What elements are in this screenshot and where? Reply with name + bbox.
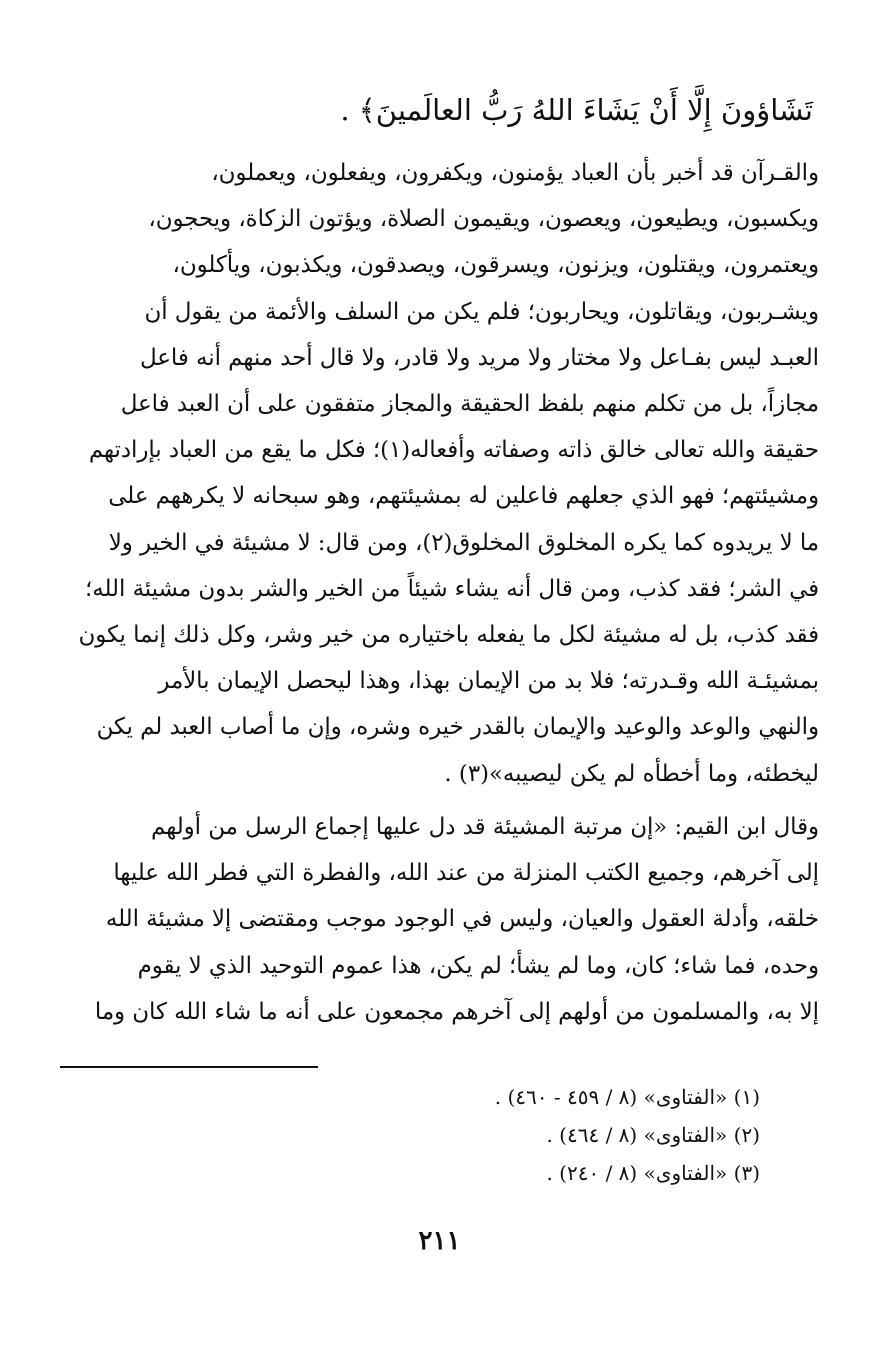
paragraph-ibn-alqayyim bbox=[61, 804, 819, 1035]
text-line: إلا به، والمسلمون من أولهم إلى آخرهم مجمعون على أنه ما شاء الله كان وما bbox=[94, 998, 819, 1025]
text-line: بمشيئـة الله وقـدرته؛ فلا بد من الإيمان بهذا، وهذا ليحصل الإيمان بالأمر bbox=[158, 668, 819, 695]
text-line: ويكسبون، ويطيعون، ويعصون، ويقيمون الصلاة، ويؤتون الزكاة، ويحجون، bbox=[148, 206, 819, 233]
text-line: إلى آخرهم، وجميع الكتب المنزلة من عند الله، والفطرة التي فطر الله عليها bbox=[113, 860, 819, 887]
paragraph-quran-actions bbox=[61, 150, 819, 797]
text-line: ما لا يريدوه كما يكره المخلوق المخلوق(٢)، ومن قال: لا مشيئة في الخير ولا bbox=[108, 529, 819, 556]
text-line: ليخطئه، وما أخطأه لم يكن ليصيبه»(٣) . bbox=[444, 760, 819, 787]
verse-ending: تَشَاؤونَ إِلَّا أَنْ يَشَاءَ اللهُ رَبُّ العالَمينَ﴾ . bbox=[340, 93, 813, 127]
footnote-3: (٣) «الفتاوى» (٨ / ٢٤٠) . bbox=[546, 1161, 760, 1185]
footnote-2: (٢) «الفتاوى» (٨ / ٤٦٤) . bbox=[546, 1123, 760, 1147]
text-line: العبـد ليس بفـاعل ولا مختار ولا مريد ولا قادر، ولا قال أحد منهم أنه فاعل bbox=[140, 344, 819, 371]
text-line: وقال ابن القيم: «إن مرتبة المشيئة قد دل عليها إجماع الرسل من أولهم bbox=[151, 814, 819, 840]
text-line: في الشر؛ فقد كذب، ومن قال أنه يشاء شيئاً من الخير والشر بدون مشيئة الله؛ bbox=[85, 575, 819, 602]
text-line: خلقه، وأدلة العقول والعيان، وليس في الوجود موجب ومقتضى إلا مشيئة الله bbox=[105, 906, 819, 933]
footnote-1: (١) «الفتاوى» (٨ / ٤٥٩ - ٤٦٠) . bbox=[494, 1085, 760, 1109]
text-line: ومشيئتهم؛ فهو الذي جعلهم فاعلين له بمشيئتهم، وهو سبحانه لا يكرههم على bbox=[108, 483, 819, 510]
text-line: والقـرآن قد أخبر بأن العباد يؤمنون، ويكفرون، ويفعلون، ويعملون، bbox=[211, 160, 819, 186]
text-line: ويعتمرون، ويقتلون، ويزنون، ويسرقون، ويصدقون، ويكذبون، ويأكلون، bbox=[172, 252, 819, 279]
text-line: فقد كذب، بل له مشيئة لكل ما يفعله باختياره من خير وشر، وكل ذلك إنما يكون bbox=[78, 622, 819, 649]
text-line: والنهي والوعد والوعيد والإيمان بالقدر خيره وشره، وإن ما أصاب العبد لم يكن bbox=[96, 714, 819, 741]
footnote-divider bbox=[60, 1066, 318, 1068]
text-line: مجازاً، بل من تكلم منهم بلفظ الحقيقة والمجاز متفقون على أن العبد فاعل bbox=[120, 391, 819, 418]
footnotes bbox=[120, 1078, 760, 1192]
text-line: وحده، فما شاء؛ كان، وما لم يشأ؛ لم يكن، هذا عموم التوحيد الذي لا يقوم bbox=[137, 952, 819, 979]
text-line: حقيقة والله تعالى خالق ذاته وصفاته وأفعاله(١)؛ فكل ما يقع من العباد بإرادتهم bbox=[88, 437, 819, 464]
text-line: ويشـربون، ويقاتلون، ويحاربون؛ فلم يكن من السلف والأئمة من يقول أن bbox=[144, 298, 819, 325]
page-number: ٢١١ bbox=[418, 1226, 461, 1256]
